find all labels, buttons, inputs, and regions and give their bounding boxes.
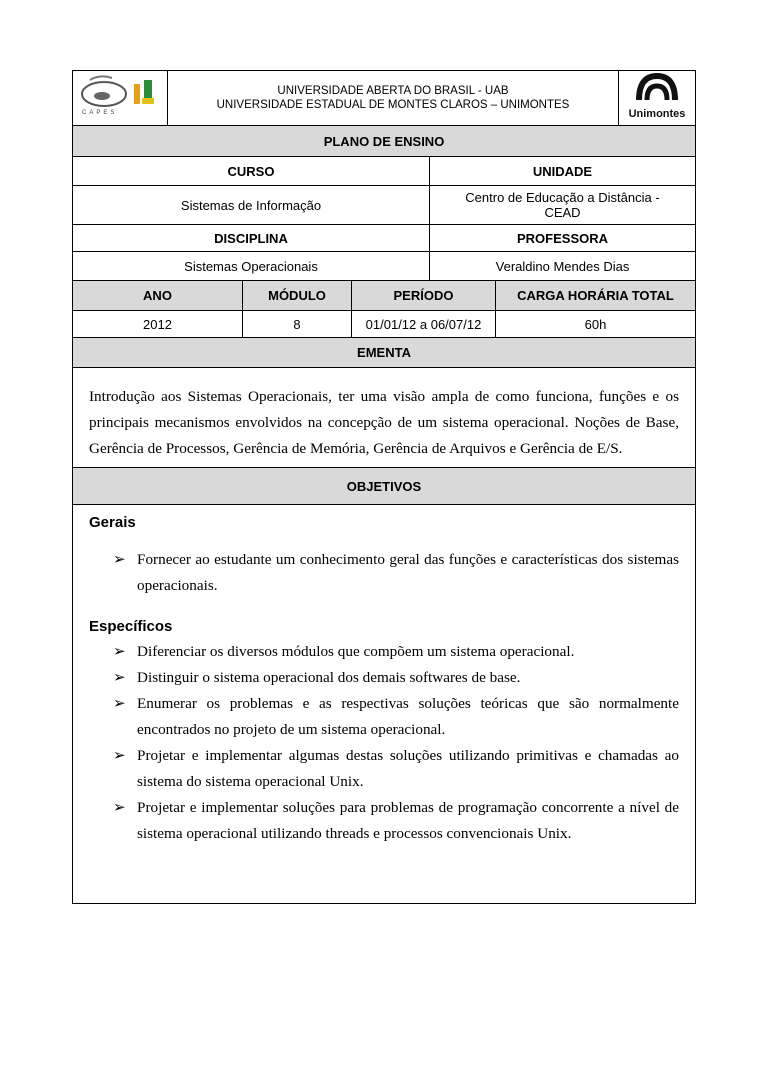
carga-label: CARGA HORÁRIA TOTAL [495,280,696,311]
ementa-body [72,367,696,468]
svg-text:Unimontes: Unimontes [628,108,686,120]
disciplina-value: Sistemas Operacionais [72,251,430,281]
header-line2: UNIVERSIDADE ESTADUAL DE MONTES CLAROS – UNIMONTES [216,99,570,111]
list-item: ➢ Projetar e implementar soluções para problemas de programação concorrente a nível de sistema operacional utilizando threads e processos convencionais Unix. [113,795,679,847]
gerais-title: Gerais [89,514,136,531]
disciplina-label: DISCIPLINA [72,224,430,252]
arrow-bullet-icon: ➢ [113,799,126,816]
gerais-list [113,547,679,599]
svg-text:CAPES: CAPES [82,110,118,116]
arrow-bullet-icon: ➢ [113,695,126,712]
header-logo-left-cell [72,70,168,126]
periodo-label: PERÍODO [351,280,496,311]
ano-value: 2012 [72,310,243,338]
especificos-list [113,639,679,847]
objetivos-body [72,504,696,904]
list-item: ➢ Enumerar os problemas e as respectivas soluções teóricas que são normalmente encontrados no projeto de um sistema operacional. [113,691,679,743]
capes-logo [72,70,166,124]
ementa-text: Introdução aos Sistemas Operacionais, ter uma visão ampla de como funciona, funções e os principais mecanismos envolvidos na concepção de um sistema operacional. Noções de Base, Gerência de Processos, Gerência de Memória, Gerência de Arquivos e Gerência de E/S. [89,388,679,457]
modulo-label: MÓDULO [242,280,352,311]
professora-label: PROFESSORA [429,224,696,252]
list-item: ➢ Diferenciar os diversos módulos que compõem um sistema operacional. [113,639,679,665]
ano-label: ANO [72,280,243,311]
list-item: ➢ Fornecer ao estudante um conhecimento geral das funções e características dos sistemas operacionais. [113,547,679,599]
unidade-label: UNIDADE [429,156,696,186]
list-item: ➢ Distinguir o sistema operacional dos demais softwares de base. [113,665,679,691]
arrow-bullet-icon: ➢ [113,643,126,660]
arrow-bullet-icon: ➢ [113,551,126,568]
carga-value: 60h [495,310,696,338]
header-line1: UNIVERSIDADE ABERTA DO BRASIL - UAB [277,85,509,97]
list-item: ➢ Projetar e implementar algumas destas soluções utilizando primitivas e chamadas ao sistema do sistema operacional Unix. [113,743,679,795]
curso-value: Sistemas de Informação [72,185,430,225]
unidade-value: Centro de Educação a Distância - CEAD [429,185,696,225]
header-title [168,70,618,126]
periodo-value: 01/01/12 a 06/07/12 [351,310,496,338]
arrow-bullet-icon: ➢ [113,747,126,764]
arrow-bullet-icon: ➢ [113,669,126,686]
unimontes-logo [619,70,695,124]
especificos-title: Específicos [89,618,173,635]
objetivos-label: OBJETIVOS [72,467,696,505]
professora-value: Veraldino Mendes Dias [429,251,696,281]
header-logo-right-cell [618,70,696,126]
plano-title: PLANO DE ENSINO [72,125,696,157]
curso-label: CURSO [72,156,430,186]
modulo-value: 8 [242,310,352,338]
ementa-label: EMENTA [72,337,696,368]
